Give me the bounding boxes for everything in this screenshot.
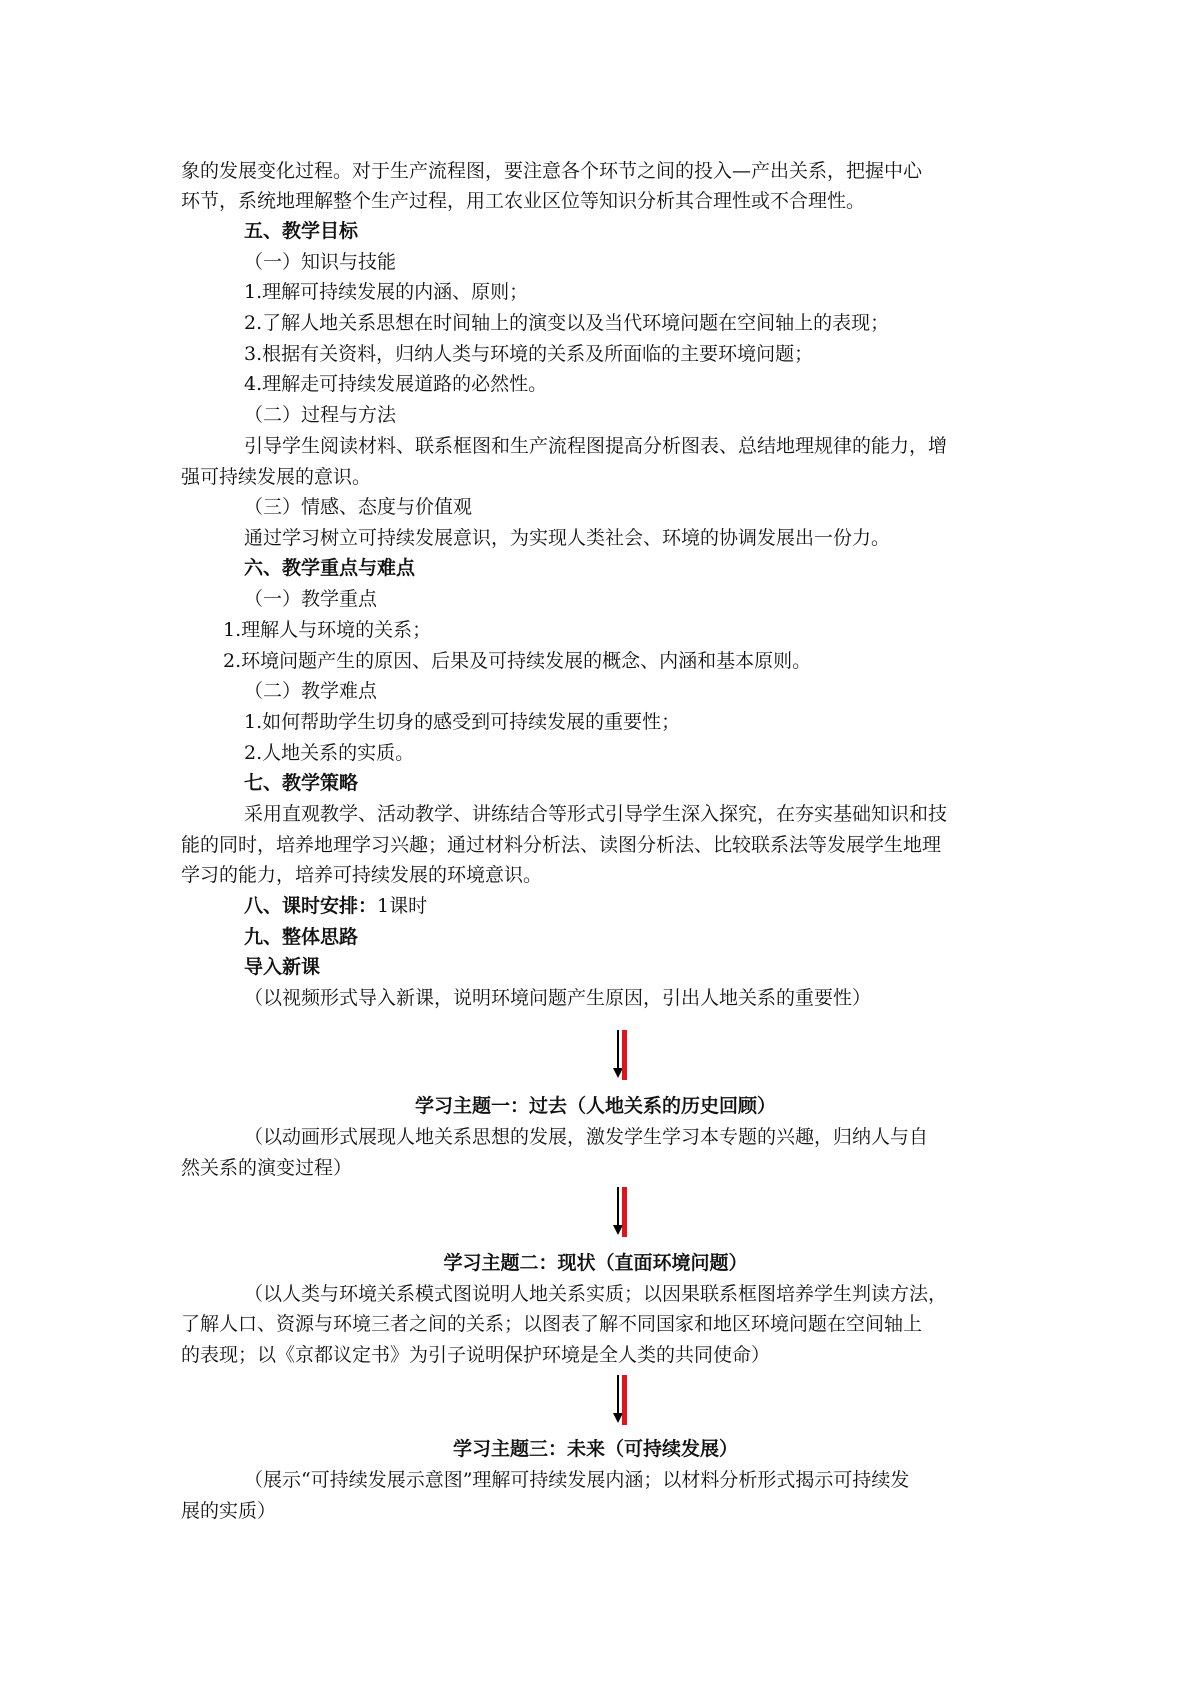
subheading-intro: 导入新课 bbox=[244, 956, 321, 978]
accent-bar bbox=[622, 1030, 627, 1080]
section-heading: 五、教学目标 bbox=[244, 220, 359, 242]
section-heading: 八、课时安排： bbox=[244, 895, 378, 917]
list-item: 1.如何帮助学生切身的感受到可持续发展的重要性； bbox=[244, 711, 681, 733]
accent-bar bbox=[622, 1187, 627, 1237]
subsection-heading: （三）情感、态度与价值观 bbox=[244, 496, 473, 518]
section-heading: 六、教学重点与难点 bbox=[244, 557, 416, 579]
paragraph-line: 学习的能力，培养可持续发展的环境意识。 bbox=[181, 864, 543, 886]
paragraph-line: 了解人口、资源与环境三者之间的关系；以图表了解不同国家和地区环境问题在空间轴上 bbox=[181, 1313, 923, 1335]
paragraph-line: 象的发展变化过程。对于生产流程图，要注意各个环节之间的投入—产出关系，把握中心 bbox=[181, 160, 923, 182]
paragraph-line: 环节，系统地理解整个生产过程，用工农业区位等知识分析其合理性或不合理性。 bbox=[181, 190, 866, 212]
paragraph-line: （以视频形式导入新课，说明环境问题产生原因，引出人地关系的重要性） bbox=[244, 987, 872, 1009]
list-item: 4.理解走可持续发展道路的必然性。 bbox=[244, 373, 548, 395]
flow-arrow-down-icon bbox=[614, 1375, 634, 1427]
paragraph-line: 展的实质） bbox=[181, 1500, 277, 1522]
paragraph-line: 采用直观教学、活动教学、讲练结合等形式引导学生深入探究，在夯实基础知识和技 bbox=[244, 803, 948, 825]
paragraph-line: 能的同时，培养地理学习兴趣；通过材料分析法、读图分析法、比较联系法等发展学生地理 bbox=[181, 834, 942, 856]
subsection-heading: （二）教学难点 bbox=[244, 680, 378, 702]
list-item: 2.环境问题产生的原因、后果及可持续发展的概念、内涵和基本原则。 bbox=[223, 650, 812, 672]
theme-heading: 学习主题一：过去（人地关系的历史回顾） bbox=[414, 1095, 776, 1117]
section-heading: 七、教学策略 bbox=[244, 772, 359, 794]
flow-arrow-down-icon bbox=[614, 1030, 634, 1082]
list-item: 3.根据有关资料，归纳人类与环境的关系及所面临的主要环境问题； bbox=[244, 343, 814, 365]
paragraph-line: （以动画形式展现人地关系思想的发展，激发学生学习本专题的兴趣，归纳人与自 bbox=[244, 1126, 929, 1148]
theme-heading: 学习主题二：现状（直面环境问题） bbox=[443, 1252, 748, 1274]
list-item: 1.理解可持续发展的内涵、原则； bbox=[244, 281, 529, 303]
paragraph-line: 引导学生阅读材料、联系框图和生产流程图提高分析图表、总结地理规律的能力，增 bbox=[244, 435, 948, 457]
paragraph-line: 然关系的演变过程） bbox=[181, 1157, 353, 1179]
subsection-heading: （一）教学重点 bbox=[244, 588, 378, 610]
paragraph-line: 强可持续发展的意识。 bbox=[181, 466, 372, 488]
accent-bar bbox=[622, 1375, 627, 1425]
subsection-heading: （一）知识与技能 bbox=[244, 251, 397, 273]
schedule-value: 1课时 bbox=[377, 895, 428, 917]
schedule-line bbox=[244, 893, 427, 919]
paragraph-line: 通过学习树立可持续发展意识，为实现人类社会、环境的协调发展出一份力。 bbox=[244, 527, 891, 549]
subsection-heading: （二）过程与方法 bbox=[244, 404, 397, 426]
theme-heading: 学习主题三：未来（可持续发展） bbox=[452, 1438, 738, 1460]
section-heading: 九、整体思路 bbox=[244, 926, 359, 948]
flow-arrow-down-icon bbox=[614, 1187, 634, 1239]
list-item: 2.了解人地关系思想在时间轴上的演变以及当代环境问题在空间轴上的表现； bbox=[244, 312, 890, 334]
paragraph-line: （以人类与环境关系模式图说明人地关系实质；以因果联系框图培养学生判读方法， bbox=[244, 1283, 948, 1305]
paragraph-line: 的表现；以《京都议定书》为引子说明保护环境是全人类的共同使命） bbox=[181, 1344, 771, 1366]
list-item: 1.理解人与环境的关系； bbox=[223, 619, 432, 641]
list-item: 2.人地关系的实质。 bbox=[244, 742, 415, 764]
paragraph-line: （展示“可持续发展示意图”理解可持续发展内涵；以材料分析形式揭示可持续发 bbox=[244, 1469, 910, 1491]
